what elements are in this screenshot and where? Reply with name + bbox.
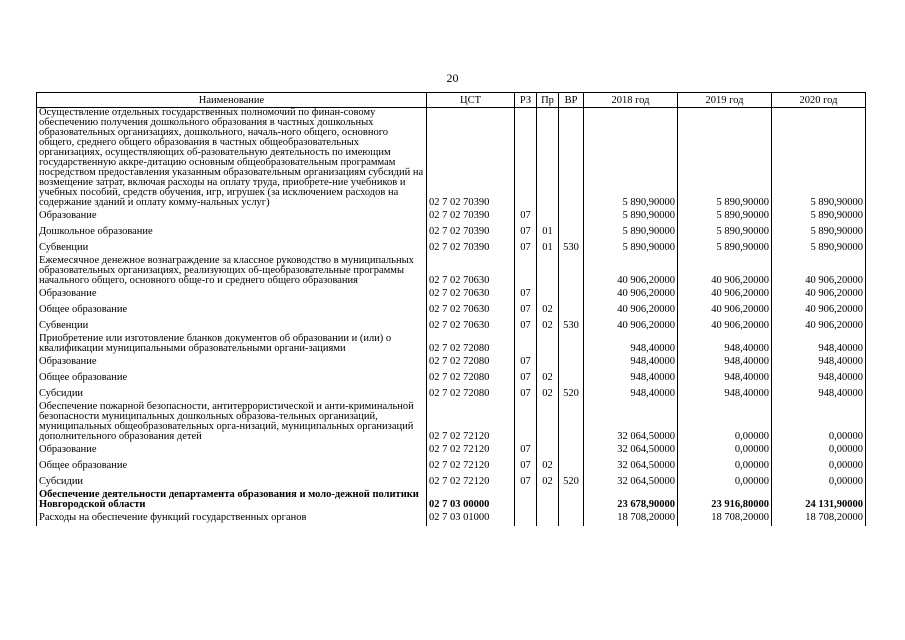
- row-value-2018: 32 064,50000: [584, 458, 678, 474]
- row-name: Субвенции: [37, 318, 427, 334]
- page-number: 20: [446, 71, 459, 85]
- row-rz: 07: [515, 224, 537, 240]
- row-value-2020: 5 890,90000: [772, 240, 866, 256]
- row-cst: 02 7 02 72120: [427, 442, 515, 458]
- row-rz: 07: [515, 354, 537, 370]
- row-rz: [515, 256, 537, 286]
- row-value-2019: 5 890,90000: [678, 108, 772, 209]
- row-value-2020: 40 906,20000: [772, 302, 866, 318]
- row-value-2020: 40 906,20000: [772, 286, 866, 302]
- row-value-2018: 40 906,20000: [584, 318, 678, 334]
- row-vr: 520: [559, 474, 584, 490]
- row-name: Расходы на обеспечение функций государственных органов: [37, 510, 427, 526]
- row-pr: [537, 208, 559, 224]
- row-name: Субвенции: [37, 240, 427, 256]
- row-value-2018: 32 064,50000: [584, 442, 678, 458]
- row-value-2019: 0,00000: [678, 474, 772, 490]
- row-pr: 01: [537, 224, 559, 240]
- row-value-2018: 40 906,20000: [584, 286, 678, 302]
- row-rz: [515, 510, 537, 526]
- row-pr: 02: [537, 458, 559, 474]
- row-cst: 02 7 02 72080: [427, 334, 515, 354]
- header-cst: ЦСТ: [427, 93, 515, 108]
- table-row: [37, 108, 866, 209]
- row-value-2019: 18 708,20000: [678, 510, 772, 526]
- row-cst: 02 7 02 70390: [427, 208, 515, 224]
- row-name: Субсидии: [37, 386, 427, 402]
- row-vr: [559, 354, 584, 370]
- row-pr: 02: [537, 386, 559, 402]
- row-rz: 07: [515, 458, 537, 474]
- row-rz: 07: [515, 240, 537, 256]
- row-name: Дошкольное образование: [37, 224, 427, 240]
- table-row: [37, 442, 866, 458]
- row-name: Субсидии: [37, 474, 427, 490]
- row-name: Осуществление отдельных государственных полномочий по финан-совому обеспечению получения дошкольного образования в частных дошкольных образовательных организациях, дошкольного, началь-ного общего, основного общего, среднего общего образования в частных общеобразовательных организациях, осуществляющих об-разовательную деятельность по имеющим государственную аккре-дитацию основным общеобразовательным программам посредством предоставления указанным образовательным организациям субсидий на возмещение затрат, включая расходы на оплату труда, приобрете-ние учебников и учебных пособий, средств обучения, игр, игрушек (за исключением расходов на содержание зданий и оплату комму-нальных услуг): [37, 108, 427, 209]
- header-name: Наименование: [37, 93, 427, 108]
- row-value-2018: 5 890,90000: [584, 240, 678, 256]
- row-value-2020: 40 906,20000: [772, 318, 866, 334]
- row-vr: 530: [559, 318, 584, 334]
- row-pr: 02: [537, 318, 559, 334]
- row-name: Образование: [37, 354, 427, 370]
- row-name: Образование: [37, 442, 427, 458]
- row-name: Обеспечение деятельности департамента образования и моло-дежной политики Новгородской области: [37, 490, 427, 510]
- row-value-2018: 5 890,90000: [584, 108, 678, 209]
- row-value-2018: 948,40000: [584, 370, 678, 386]
- table-row: [37, 334, 866, 354]
- table-row: [37, 318, 866, 334]
- row-value-2018: 5 890,90000: [584, 224, 678, 240]
- row-vr: [559, 286, 584, 302]
- row-value-2020: 0,00000: [772, 402, 866, 442]
- budget-table: [36, 92, 866, 526]
- header-pr: Пр: [537, 93, 559, 108]
- row-value-2019: 40 906,20000: [678, 302, 772, 318]
- row-name: Обеспечение пожарной безопасности, антитеррористической и анти-криминальной безопасности муниципальных дошкольных образова-тельных организаций, муниципальных общеобразовательных орга-низаций, муниципальных организаций дополнительного образования детей: [37, 402, 427, 442]
- row-cst: 02 7 03 00000: [427, 490, 515, 510]
- table-row: [37, 354, 866, 370]
- row-pr: 02: [537, 302, 559, 318]
- row-vr: 530: [559, 240, 584, 256]
- row-cst: 02 7 02 72080: [427, 354, 515, 370]
- row-value-2020: 948,40000: [772, 334, 866, 354]
- table-row: [37, 302, 866, 318]
- row-value-2020: 5 890,90000: [772, 224, 866, 240]
- row-value-2018: 948,40000: [584, 354, 678, 370]
- row-value-2019: 0,00000: [678, 458, 772, 474]
- table-body: [37, 108, 866, 527]
- row-pr: [537, 256, 559, 286]
- row-cst: 02 7 02 72080: [427, 386, 515, 402]
- row-value-2019: 948,40000: [678, 370, 772, 386]
- row-value-2018: 948,40000: [584, 386, 678, 402]
- row-value-2018: 18 708,20000: [584, 510, 678, 526]
- row-cst: 02 7 02 72120: [427, 474, 515, 490]
- row-cst: 02 7 02 70630: [427, 302, 515, 318]
- table-row: [37, 474, 866, 490]
- row-value-2019: 948,40000: [678, 386, 772, 402]
- row-value-2020: 0,00000: [772, 458, 866, 474]
- table-row: [37, 490, 866, 510]
- row-value-2019: 5 890,90000: [678, 208, 772, 224]
- row-value-2018: 948,40000: [584, 334, 678, 354]
- table-row: [37, 458, 866, 474]
- row-cst: 02 7 02 72120: [427, 402, 515, 442]
- row-name: Общее образование: [37, 458, 427, 474]
- row-pr: [537, 286, 559, 302]
- row-name: Ежемесячное денежное вознаграждение за классное руководство в муниципальных образовательных организациях, реализующих об-щеобразовательные программы начального общего, основного обще-го и среднего общего образования: [37, 256, 427, 286]
- row-rz: 07: [515, 318, 537, 334]
- row-value-2020: 948,40000: [772, 386, 866, 402]
- row-cst: 02 7 02 70390: [427, 240, 515, 256]
- row-rz: [515, 108, 537, 209]
- row-rz: [515, 402, 537, 442]
- row-value-2018: 23 678,90000: [584, 490, 678, 510]
- row-pr: 01: [537, 240, 559, 256]
- row-value-2019: 948,40000: [678, 334, 772, 354]
- table-row: [37, 386, 866, 402]
- table-row: [37, 286, 866, 302]
- row-vr: [559, 490, 584, 510]
- row-value-2020: 0,00000: [772, 442, 866, 458]
- row-vr: [559, 510, 584, 526]
- row-name: Приобретение или изготовление бланков документов об образовании и (или) о квалификации муниципальными образовательными органи-зациями: [37, 334, 427, 354]
- row-value-2019: 23 916,80000: [678, 490, 772, 510]
- row-value-2019: 40 906,20000: [678, 286, 772, 302]
- table-row: [37, 402, 866, 442]
- row-value-2020: 0,00000: [772, 474, 866, 490]
- row-name: Образование: [37, 208, 427, 224]
- row-pr: [537, 442, 559, 458]
- row-vr: [559, 370, 584, 386]
- table-row: [37, 256, 866, 286]
- row-value-2020: 5 890,90000: [772, 108, 866, 209]
- row-pr: 02: [537, 370, 559, 386]
- row-name: Образование: [37, 286, 427, 302]
- row-value-2020: 5 890,90000: [772, 208, 866, 224]
- row-cst: 02 7 02 70630: [427, 318, 515, 334]
- row-value-2019: 40 906,20000: [678, 256, 772, 286]
- row-vr: [559, 256, 584, 286]
- row-cst: 02 7 02 70630: [427, 256, 515, 286]
- row-value-2020: 948,40000: [772, 354, 866, 370]
- row-pr: [537, 108, 559, 209]
- row-vr: 520: [559, 386, 584, 402]
- row-value-2018: 40 906,20000: [584, 302, 678, 318]
- row-pr: 02: [537, 474, 559, 490]
- row-cst: 02 7 02 70390: [427, 108, 515, 209]
- row-pr: [537, 490, 559, 510]
- row-vr: [559, 224, 584, 240]
- row-value-2018: 32 064,50000: [584, 474, 678, 490]
- row-rz: 07: [515, 208, 537, 224]
- row-vr: [559, 302, 584, 318]
- header-2020: 2020 год: [772, 93, 866, 108]
- header-rz: РЗ: [515, 93, 537, 108]
- header-2018: 2018 год: [584, 93, 678, 108]
- row-value-2018: 40 906,20000: [584, 256, 678, 286]
- table-header-row: [37, 93, 866, 108]
- row-cst: 02 7 02 72120: [427, 458, 515, 474]
- row-pr: [537, 402, 559, 442]
- row-value-2019: 948,40000: [678, 354, 772, 370]
- table-row: [37, 240, 866, 256]
- row-value-2020: 40 906,20000: [772, 256, 866, 286]
- row-rz: 07: [515, 370, 537, 386]
- row-value-2018: 5 890,90000: [584, 208, 678, 224]
- row-vr: [559, 208, 584, 224]
- row-vr: [559, 402, 584, 442]
- header-2019: 2019 год: [678, 93, 772, 108]
- row-value-2019: 0,00000: [678, 442, 772, 458]
- row-cst: 02 7 02 70630: [427, 286, 515, 302]
- row-name: Общее образование: [37, 302, 427, 318]
- row-cst: 02 7 02 70390: [427, 224, 515, 240]
- row-rz: 07: [515, 302, 537, 318]
- row-rz: 07: [515, 442, 537, 458]
- row-rz: 07: [515, 386, 537, 402]
- row-vr: [559, 442, 584, 458]
- row-cst: 02 7 03 01000: [427, 510, 515, 526]
- row-vr: [559, 458, 584, 474]
- row-rz: 07: [515, 286, 537, 302]
- row-rz: 07: [515, 474, 537, 490]
- row-value-2019: 5 890,90000: [678, 224, 772, 240]
- row-pr: [537, 334, 559, 354]
- row-rz: [515, 334, 537, 354]
- table-row: [37, 208, 866, 224]
- row-value-2018: 32 064,50000: [584, 402, 678, 442]
- table-row: [37, 224, 866, 240]
- row-value-2020: 948,40000: [772, 370, 866, 386]
- header-vr: ВР: [559, 93, 584, 108]
- row-name: Общее образование: [37, 370, 427, 386]
- row-value-2020: 24 131,90000: [772, 490, 866, 510]
- table-row: [37, 370, 866, 386]
- row-value-2019: 0,00000: [678, 402, 772, 442]
- row-pr: [537, 354, 559, 370]
- row-value-2019: 40 906,20000: [678, 318, 772, 334]
- table-row: [37, 510, 866, 526]
- row-rz: [515, 490, 537, 510]
- row-value-2020: 18 708,20000: [772, 510, 866, 526]
- row-pr: [537, 510, 559, 526]
- row-cst: 02 7 02 72080: [427, 370, 515, 386]
- row-vr: [559, 334, 584, 354]
- row-vr: [559, 108, 584, 209]
- row-value-2019: 5 890,90000: [678, 240, 772, 256]
